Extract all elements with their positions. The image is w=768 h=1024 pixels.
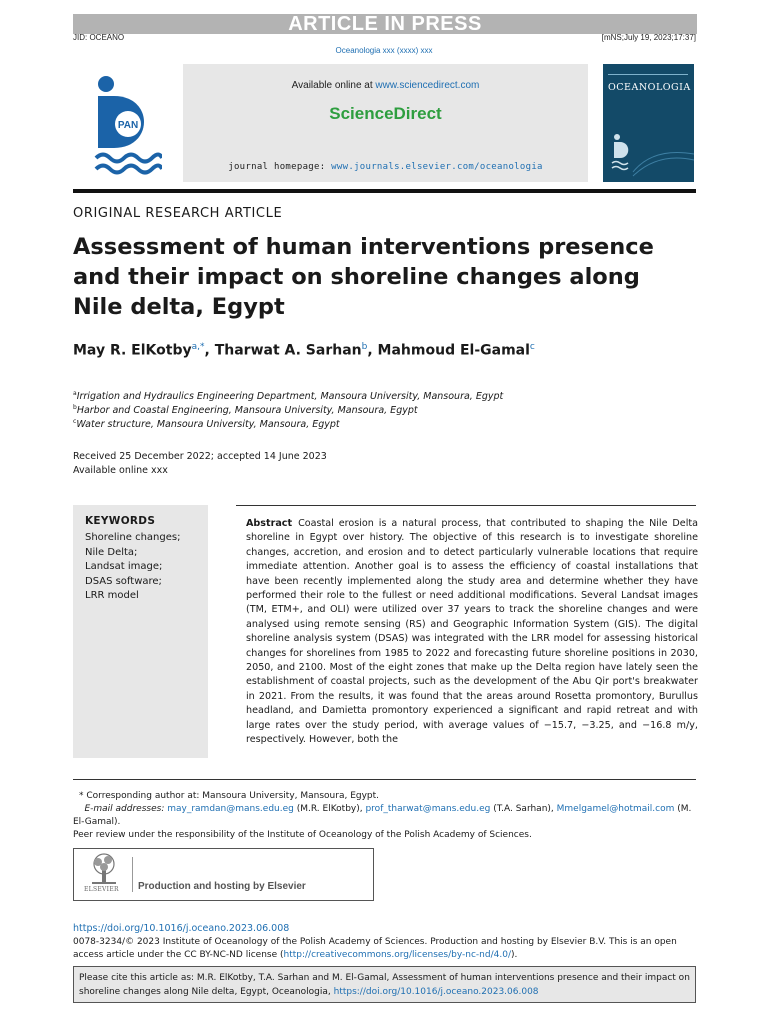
- homepage-prefix: journal homepage:: [228, 162, 332, 172]
- author-name: Tharwat A. Sarhan: [214, 342, 362, 359]
- article-type: ORIGINAL RESEARCH ARTICLE: [73, 206, 283, 221]
- elsevier-logo-label: ELSEVIER: [84, 886, 119, 893]
- affiliation: [73, 390, 503, 402]
- header-rule: [73, 189, 696, 193]
- affiliation-text: Harbor and Coastal Engineering, Mansoura University, Mansoura, Egypt: [76, 405, 418, 417]
- abstract-text: Coastal erosion is a natural process, that contributed to shaping the Nile Delta shoreline in Egypt over history. The objective of this research is to investigate shoreline changes, accretion, and erosion and to detect particularly vulnerable locations that require immediate attention. Another goal is to assess the efficiency of coastal installations that have been recently implemented along the study area and determine whether they have performed their role to the fullest or need additional modifications. Several Landsat images (TM, ETM+, and OLI) were utilized over 37 years to track the shoreline changes and were analysed using remote sensing (RS) and Geographic Information System (GIS). The digital shoreline analysis system (DSAS) was integrated with the LRR model for assessing historical changes for shorelines from 1985 to 2022 and forecasting future shoreline positions in 2030, 2050, and 2100. Most of the eight zones that make up the Delta region have lately seen the establishment of coastal projects, such as the development of the Abu Qir port's breakwater in 2021. From the results, it was found that the areas around Rosetta promontory, Burullus headland, and Damietta promontory experienced a significant and rapid retreat and with large rates over the study period, with average values of −15.7, −3.25, and −16.8 m/y, respectively. However, both the: [246, 518, 698, 746]
- email-owner: (M.R. ElKotby),: [293, 804, 366, 814]
- issue-line[interactable]: Oceanologia xxx (xxxx) xxx: [335, 46, 433, 55]
- affiliation-mark: a: [73, 390, 77, 397]
- author-name: Mahmoud El-Gamal: [377, 342, 530, 359]
- email-label: E-mail addresses:: [84, 804, 165, 814]
- email-addresses: [73, 803, 698, 828]
- peer-review-note: Peer review under the responsibility of the Institute of Oceanology of the Polish Academy of Sciences.: [73, 830, 532, 840]
- author-separator: ,: [367, 342, 378, 359]
- footnote-rule: [73, 779, 696, 780]
- pan-logo-text: PAN: [117, 120, 139, 131]
- article-title: Assessment of human interventions presence and their impact on shoreline changes along Nile delta, Egypt: [73, 234, 654, 320]
- doi-link[interactable]: https://doi.org/10.1016/j.oceano.2023.06.008: [73, 923, 290, 934]
- cover-title: OCEANOLOGIA: [608, 82, 691, 93]
- citation-text: Please cite this article as: M.R. ElKotby, T.A. Sarhan and M. El-Gamal, Assessment of human interventions presence and their impact on shoreline changes along Nile delta, Egypt, Oceanologia,: [79, 973, 690, 997]
- author-affiliation-mark[interactable]: c: [529, 342, 535, 352]
- journal-id: JID: OCEANO: [73, 33, 125, 42]
- keywords-heading: KEYWORDS: [85, 515, 156, 527]
- keyword: Landsat image;: [85, 561, 163, 572]
- elsevier-production-text: Production and hosting by Elsevier: [138, 881, 306, 892]
- abstract-rule: [236, 505, 696, 506]
- available-online: [183, 80, 588, 91]
- keyword: Shoreline changes;: [85, 532, 181, 543]
- citation-box: [73, 966, 696, 1003]
- email-owner: (T.A. Sarhan),: [490, 804, 557, 814]
- copyright-notice: [73, 936, 698, 962]
- sciencedirect-link[interactable]: www.sciencedirect.com: [375, 80, 480, 91]
- corresponding-author-note: * Corresponding author at: Mansoura University, Mansoura, Egypt.: [79, 791, 380, 801]
- affiliation-text: Irrigation and Hydraulics Engineering Department, Mansoura University, Mansoura, Egypt: [76, 391, 504, 403]
- keyword: Nile Delta;: [85, 546, 138, 558]
- abstract-label: Abstract: [246, 518, 293, 529]
- citation-doi-link[interactable]: https://doi.org/10.1016/j.oceano.2023.06.008: [333, 986, 539, 997]
- author-affiliation-mark[interactable]: a,*: [191, 342, 205, 352]
- email-link-1[interactable]: may_ramdan@mans.edu.eg: [167, 804, 294, 814]
- keywords-list: [85, 531, 180, 604]
- homepage-link[interactable]: www.journals.elsevier.com/oceanologia: [331, 162, 543, 172]
- license-link[interactable]: http://creativecommons.org/licenses/by-nc-nd/4.0/: [283, 950, 511, 960]
- email-link-3[interactable]: Mmelgamel@hotmail.com: [556, 804, 675, 814]
- article-in-press-banner: ARTICLE IN PRESS: [73, 14, 697, 34]
- author-list: [73, 342, 535, 359]
- copyright-end: ).: [510, 950, 518, 960]
- keyword: LRR model: [85, 590, 139, 601]
- available-online-date: Available online xxx: [73, 465, 168, 476]
- author-separator: ,: [204, 342, 215, 359]
- email-owner: (M. El-Gamal).: [73, 804, 692, 827]
- affiliation-mark: c: [73, 418, 77, 425]
- affiliation-text: Water structure, Mansoura University, Mansoura, Egypt: [76, 419, 340, 431]
- email-link-2[interactable]: prof_tharwat@mans.edu.eg: [365, 804, 491, 814]
- affiliation: [73, 404, 418, 416]
- abstract: [246, 517, 698, 748]
- author-affiliation-mark[interactable]: b: [361, 342, 368, 352]
- build-stamp: [mNS;July 19, 2023;17:37]: [601, 33, 696, 42]
- journal-homepage: [183, 162, 588, 172]
- received-dates: Received 25 December 2022; accepted 14 June 2023: [73, 451, 327, 462]
- keyword: DSAS software;: [85, 575, 162, 587]
- affiliation: [73, 418, 340, 430]
- journal-cover-image: [603, 64, 694, 182]
- pan-logo: [92, 74, 162, 182]
- author-name: May R. ElKotby: [73, 342, 192, 359]
- cover-wave-graphic: [603, 142, 694, 182]
- copyright-text: 0078-3234/© 2023 Institute of Oceanology of the Polish Academy of Sciences. Production and hosting by Elsevier B.V. This is an open access article under the CC BY-NC-ND license (: [73, 937, 677, 960]
- available-prefix: Available online at: [291, 80, 376, 91]
- elsevier-tree-icon: [86, 853, 122, 885]
- elsevier-box: [73, 848, 374, 901]
- sciencedirect-brand: ScienceDirect: [329, 104, 442, 123]
- affiliation-mark: b: [73, 404, 77, 411]
